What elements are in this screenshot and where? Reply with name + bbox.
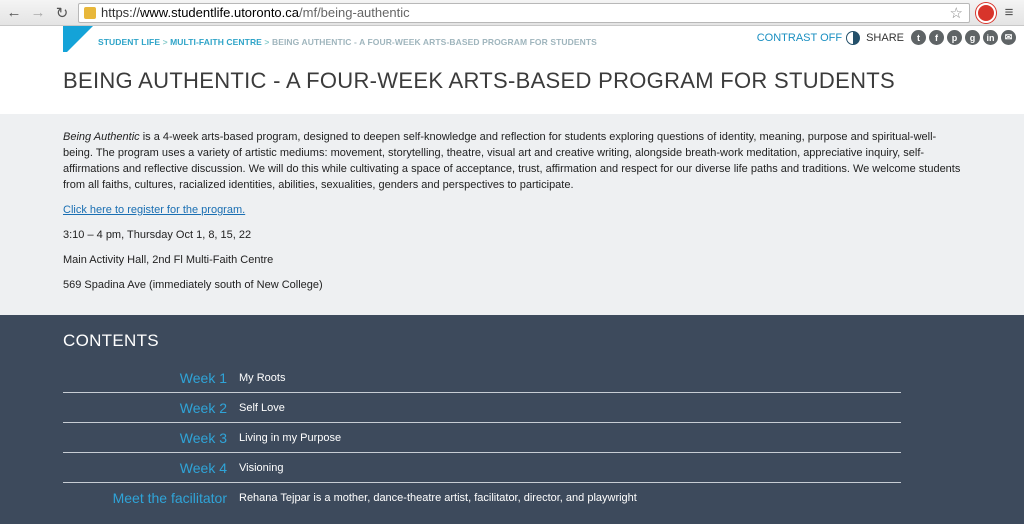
register-paragraph [63,202,961,218]
week-text: Self Love [239,401,285,414]
facebook-icon[interactable]: f [929,30,944,45]
url-host: www.studentlife.utoronto.ca [140,5,300,20]
program-name: Being Authentic [63,131,140,143]
week-label[interactable]: Week 4 [179,459,227,476]
breadcrumb-separator: > [160,37,171,47]
week-label[interactable]: Week 3 [179,429,227,446]
browser-toolbar [0,0,1024,26]
site-header [0,26,1024,52]
breadcrumb-student-life[interactable]: STUDENT LIFE [98,37,161,47]
breadcrumb-current: BEING AUTHENTIC - A FOUR-WEEK ARTS-BASED PROGRAM FOR STUDENTS [271,37,597,47]
week-label[interactable]: Week 2 [179,399,227,416]
extension-icon[interactable] [976,3,996,23]
event-time: 3:10 – 4 pm, Thursday Oct 1, 8, 15, 22 [63,229,252,241]
event-address: 569 Spadina Ave (immediately south of New College) [63,279,323,291]
register-link[interactable]: Click here to register for the program. [63,204,246,216]
contents-row-facilitator[interactable] [63,483,901,512]
menu-icon[interactable]: ≡ [1004,4,1014,21]
page-title: BEING AUTHENTIC - A FOUR-WEEK ARTS-BASED PROGRAM FOR STUDENTS [63,68,895,93]
week-text: Visioning [239,461,284,474]
contents-title: CONTENTS [63,331,159,350]
url-protocol: https:// [101,5,141,20]
page-tools [757,30,1016,45]
week-label[interactable]: Week 1 [179,369,227,386]
description-text: is a 4-week arts-based program, designed to deepen self-knowledge and reflection for students exploring questions of identity, meaning, purpose and spiritual-well-being. The program uses a variety of artistic mediums: movement, storytelling, theatre, visual art and creative writing, alongside breath-work meditation, appreciative inquiry, self-affirmations and reflective discussion. We will do this while cultivating a space of acceptance, trust, affirmation and respect for our diverse life paths and traditions. We welcome students from all faiths, cultures, racialized identities, abilities, sexualities, genders and perspectives to participate. [63,131,961,191]
breadcrumb-multi-faith[interactable]: MULTI-FAITH CENTRE [170,37,262,47]
contrast-toggle[interactable]: CONTRAST OFF [756,31,843,44]
week-text: My Roots [239,371,286,384]
contents-section [0,315,1024,524]
reload-icon[interactable]: ↻ [55,4,69,22]
back-arrow-icon[interactable]: ← [6,4,22,21]
share-label: SHARE [866,31,904,44]
program-description [63,129,961,193]
pinterest-icon[interactable]: p [947,30,962,45]
email-icon[interactable]: ✉ [1001,30,1016,45]
contents-row-week-3[interactable] [63,423,901,453]
lock-icon [84,7,96,19]
bookmark-star-icon[interactable]: ☆ [949,4,963,22]
facilitator-text: Rehana Tejpar is a mother, dance-theatre artist, facilitator, director, and playwright [239,491,637,504]
url-path: /mf/being-authentic [299,5,410,20]
breadcrumb-separator: > [261,37,272,47]
event-location: Main Activity Hall, 2nd Fl Multi-Faith Centre [63,254,274,266]
week-text: Living in my Purpose [239,431,342,444]
breadcrumb [98,37,597,47]
forward-arrow-icon[interactable]: → [30,4,46,21]
address-bar[interactable] [78,3,970,23]
contrast-icon[interactable] [846,31,860,45]
twitter-icon[interactable]: t [911,30,926,45]
contents-row-week-1[interactable] [63,363,901,393]
intro-section [0,114,1024,315]
contents-list [63,363,901,512]
facilitator-label[interactable]: Meet the facilitator [112,489,227,506]
title-area [0,52,1024,114]
contents-row-week-2[interactable] [63,393,901,423]
linkedin-icon[interactable]: in [983,30,998,45]
contents-row-week-4[interactable] [63,453,901,483]
google-plus-icon[interactable]: g [965,30,980,45]
